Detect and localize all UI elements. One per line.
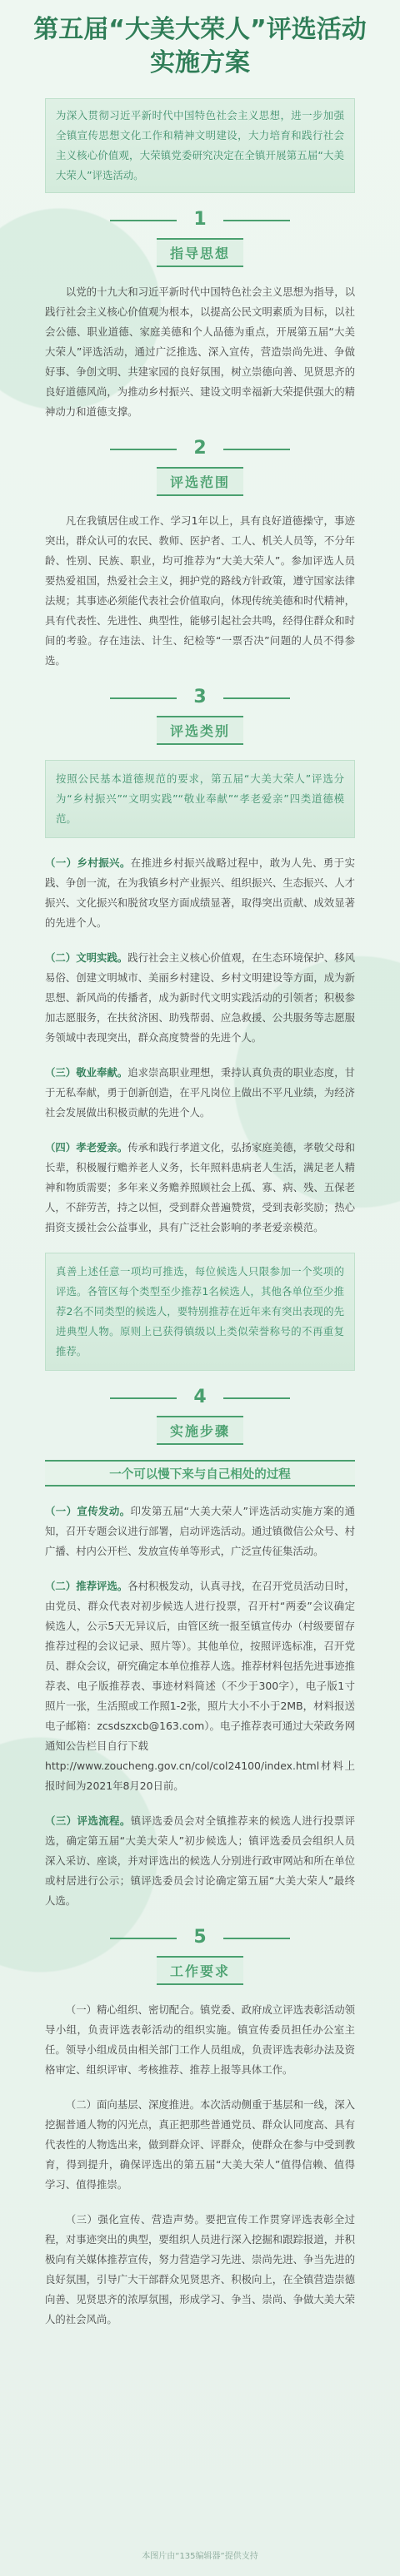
- section-2-number: 2: [177, 439, 222, 459]
- section-4-subbanner: 一个可以慢下来与自己相处的过程: [45, 1460, 355, 1487]
- section-1-paragraph: 以党的十九大和习近平新时代中国特色社会主义思想为指导，以践行社会主义核心价值观为根本，以提高公民文明素质为目标，以社会公德、职业道德、家庭美德和个人品德为重点，开展第五届“大美大荣人”评选活动，通过广泛推选、深入宣传，营造崇尚先进、争做好事、争创文明、共建家园的良好氛围，树立崇德向善、见贤思齐的良好道德风尚，为推动乡村振兴、建设文明幸福新大荣提供强大的精神动力和道德支撑。: [45, 285, 355, 418]
- section-4-item-3-label: （三）评选流程。: [45, 1814, 131, 1827]
- section-3-item-3-label: （三）敬业奉献。: [45, 1066, 128, 1079]
- section-3-number: 3: [177, 687, 222, 707]
- title-line-2: 实施方案: [150, 48, 250, 77]
- section-2-paragraph: 凡在我镇居住或工作、学习1年以上，具有良好道德操守，事迹突出，群众认可的农民、教师、医护者、工人、机关人员等，不分年龄、性别、民族、职业，均可推荐为“大美大荣人”。参加评选人员要热爱祖国，热爱社会主义，拥护党的路线方针政策，遵守国家法律法规；其事迹必须能代表社会价值取向，体现传统美德和时代精神，具有代表性、先进性、典型性，能够引起社会共鸣，经得住群众和时间的考验。存在违法、计生、纪检等“一票否决”问题的人员不得参选。: [45, 514, 355, 667]
- section-4-item-2-text: 各村积极发动，认真寻找，在召开党员活动日时，由党员、群众代表对初步候选人进行投票，召开村“两委”会议确定候选人，公示5天无异议后，由管区统一报至镇宣传办（村级要留存推荐过程的会议记录、照片等）。其他单位，按照评选标准，召开党员、群众会议，研究确定本单位推荐人选。推荐材料包括先进事迹推荐表、电子版推荐表、事迹材料简述（不少于300字），电子版1寸照片一张，生活照或工作照1-2张，照片大小不小于2MB，材料报送电子邮箱：zcsdszxcb@163.com）。电子推荐表可通过大荣政务网通知公告栏目自行下载: [45, 1580, 356, 1752]
- section-4-item-2-label: （二）推荐评选。: [45, 1580, 128, 1592]
- section-1-number: 1: [177, 210, 222, 230]
- section-2-header: [0, 439, 400, 496]
- section-3-item-4-text: 传承和践行孝道文化，弘扬家庭美德，孝敬父母和长辈，积极履行赡养老人义务，长年照料患病老人生活，满足老人精神和物质需要；多年来义务赡养照顾社会上孤、寡、病、残、五保老人，不辞劳苦，持之以恒，受到群众普遍赞赏，受到表彰奖励；热心捐资支援社会公益事业，具有广泛社会影响的孝老爱亲模范。: [45, 1141, 356, 1233]
- section-3-item-4-label: （四）孝老爱亲。: [45, 1141, 128, 1154]
- section-3-item-1-text: 在推进乡村振兴战略过程中，敢为人先、勇于实践、争创一流，在为我镇乡村产业振兴、组织振兴、生态振兴、人才振兴、文化振兴和脱贫攻坚方面成绩显著，取得突出贡献、成效显著的先进个人。: [45, 856, 356, 929]
- section-1-title: 指导思想: [157, 238, 243, 267]
- section-3-title: 评选类别: [157, 716, 243, 745]
- section-3-item-4: [45, 1138, 355, 1238]
- section-4-download-link[interactable]: http://www.zoucheng.gov.cn/col/col24100/index.html材料上报时间为2021年8月20日前。: [45, 1760, 355, 1792]
- section-4-title: 实施步骤: [157, 1416, 243, 1445]
- footer-credit: 本图片由“135编辑器”提供支持: [142, 2552, 258, 2561]
- section-3-item-1-label: （一）乡村振兴。: [45, 856, 131, 869]
- section-5-title: 工作要求: [157, 1956, 243, 1985]
- section-3-note-box: 真善上述任意一项均可推选，每位候选人只限参加一个奖项的评选。各管区每个类型至少推荐1名候选人，其他各单位至少推荐2名不同类型的候选人，要特别推荐在近年来有突出表现的先进典型人物。原则上已获得镇级以上类似荣誉称号的不再重复推荐。: [45, 1253, 355, 1371]
- section-4-item-3: [45, 1811, 355, 1911]
- section-3-item-3: [45, 1063, 355, 1123]
- section-4-header: [0, 1387, 400, 1445]
- section-4-item-1-label: （一）宣传发动。: [45, 1505, 131, 1517]
- section-4-item-3-text: 镇评选委员会对全镇推荐来的候选人进行投票评选，确定第五届“大美大荣人”初步候选人；镇评选委员会组织人员深入采访、座谈，并对评选出的候选人分别进行政审网站和所在单位或村居进行公示；镇评选委员会讨论确定第五届“大美大荣人”最终人选。: [45, 1814, 356, 1907]
- section-3-item-2-text: 践行社会主义核心价值观，在生态环境保护、移风易俗、创建文明城市、美丽乡村建设、乡村文明建设等方面，成为新思想、新风尚的传播者，成为新时代文明实践活动的引领者；积极参加志愿服务，在扶贫济困、助残帮弱、应急救援、公共服务等志愿服务领域中表现突出，群众高度赞誉的先进个人。: [45, 951, 356, 1044]
- section-3-intro-box: 按照公民基本道德规范的要求，第五届“大美大荣人”评选分为“乡村振兴”“文明实践”“敬业奉献”“孝老爱亲”四类道德模范。: [45, 760, 355, 838]
- section-3-item-2-label: （二）文明实践。: [45, 951, 128, 964]
- section-3-header: [0, 687, 400, 745]
- title-line-1: 第五届“大美大荣人”评选活动: [33, 15, 367, 44]
- section-2-title: 评选范围: [157, 467, 243, 496]
- section-5-paragraph-2: （二）面向基层、深度推进。本次活动侧重于基层和一线，深入挖掘普通人物的闪光点，真正把那些普通党员、群众认同度高、具有代表性的人物选出来，做到群众评、评群众，使群众在参与中受到教育，得到提升，确保评选出的第五届“大美大荣人”值得信赖、值得学习、值得推崇。: [45, 2098, 355, 2191]
- section-5-number: 5: [177, 1928, 222, 1948]
- section-5-paragraph-1: （一）精心组织、密切配合。镇党委、政府成立评选表彰活动领导小组，负责评选表彰活动的组织实施。镇宣传委员担任办公室主任。领导小组成员由相关部门工作人员组成，负责评选表彰办法及资格审定、组织评审、考核推荐、推荐上报等具体工作。: [45, 2003, 355, 2076]
- intro-box: 为深入贯彻习近平新时代中国特色社会主义思想，进一步加强全镇宣传思想文化工作和精神文明建设，大力培育和践行社会主义核心价值观，大荣镇党委研究决定在全镇开展第五届“大美大荣人”评选活动。: [45, 98, 355, 193]
- section-5-paragraph-3: （三）强化宣传、营造声势。要把宣传工作贯穿评选表彰全过程，对事迹突出的典型，要组织人员进行深入挖掘和跟踪报道，并积极向有关媒体推荐宣传，努力营造学习先进、崇尚先进、争当先进的良好氛围，引导广大干部群众见贤思齐、积极向上，在全镇营造崇德向善、见贤思齐的浓厚氛围，形成学习、争当、崇尚、争做大美大荣人的社会风尚。: [45, 2213, 355, 2325]
- section-4-item-2: [45, 1576, 355, 1756]
- section-4-item-1: [45, 1501, 355, 1561]
- section-3-item-1: [45, 853, 355, 933]
- page-title: [0, 0, 400, 80]
- section-3-item-3-text: 追求崇高职业理想，秉持认真负责的职业态度，甘于无私奉献，勇于创新创造，在平凡岗位上做出不平凡业绩，为经济社会发展做出积极贡献的先进个人。: [45, 1066, 356, 1119]
- section-4-number: 4: [177, 1387, 222, 1407]
- section-5-header: [0, 1928, 400, 1985]
- section-4-item-1-text: 印发第五届“大美大荣人”评选活动实施方案的通知，召开专题会议进行部署，启动评选活动。通过镇微信公众号、村广播、村内公开栏、发放宣传单等形式，广泛宣传征集活动。: [45, 1505, 355, 1557]
- section-3-item-2: [45, 948, 355, 1048]
- section-1-header: [0, 210, 400, 267]
